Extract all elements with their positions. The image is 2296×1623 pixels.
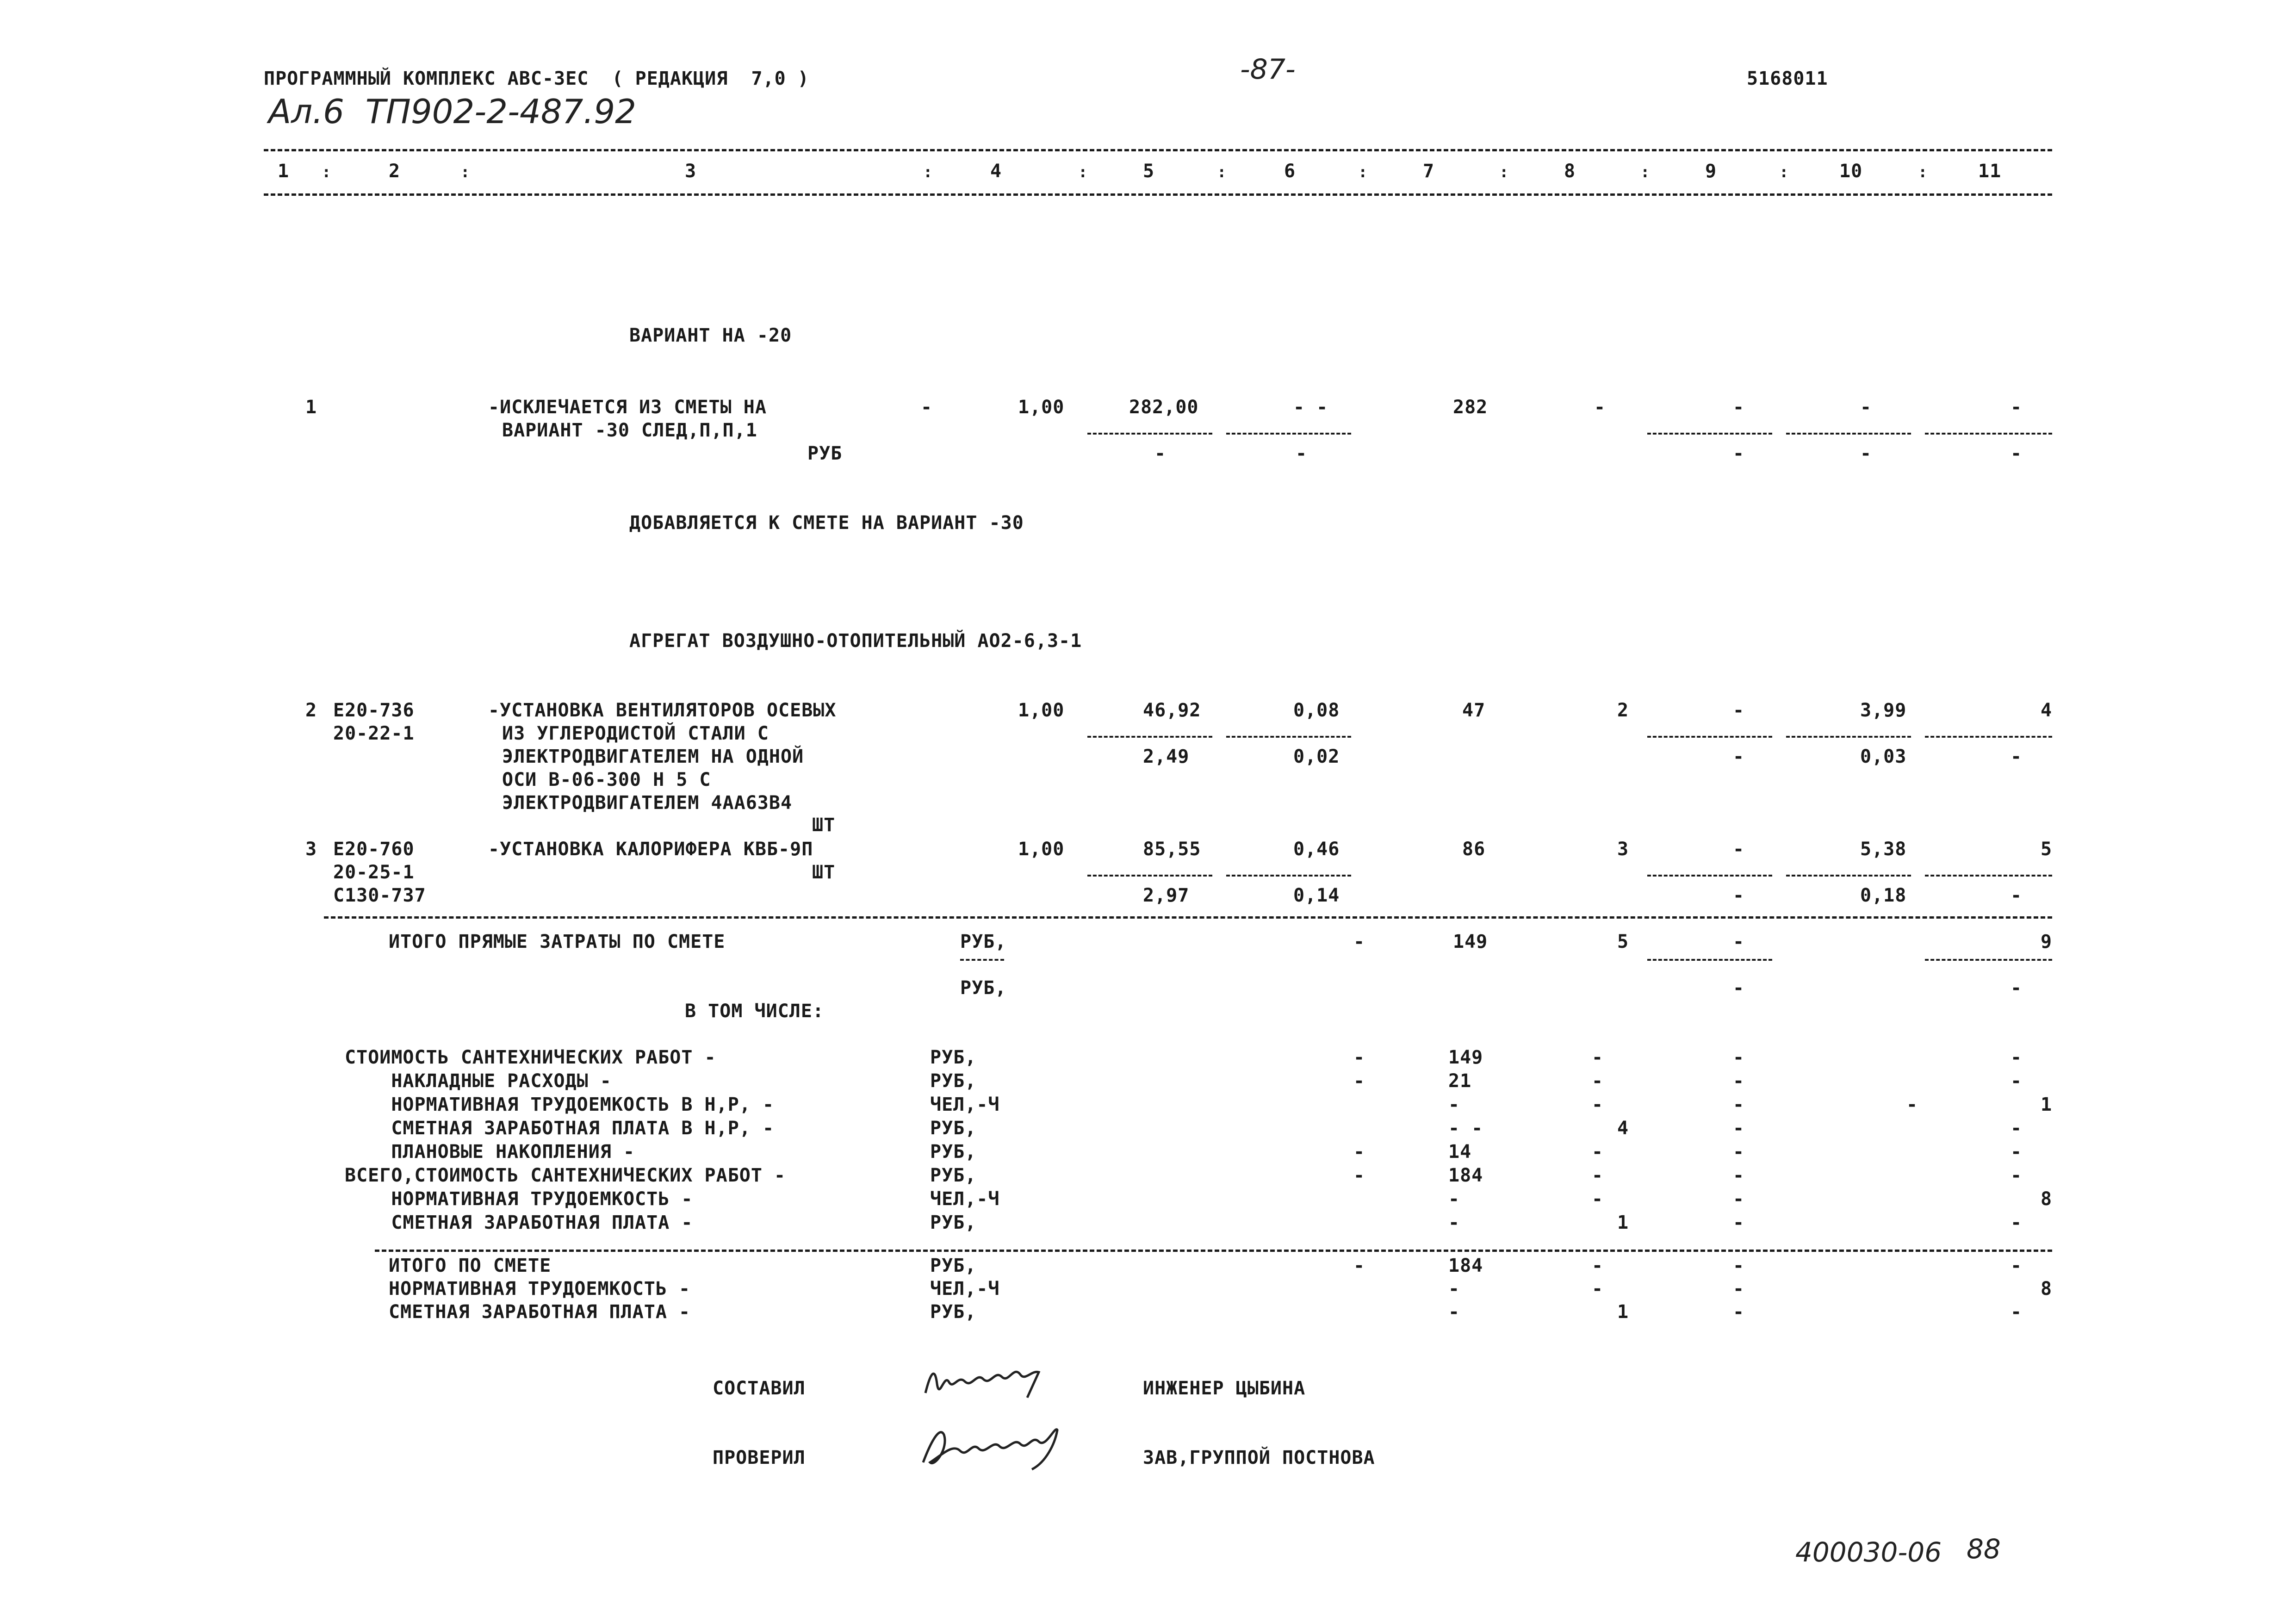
cell-c5: 46,92	[1143, 700, 1201, 721]
breakdown-cell-c9: -	[1733, 1070, 1745, 1092]
sheet-number: 88	[1967, 1533, 2001, 1565]
column-separator: :	[1358, 163, 1368, 181]
breakdown-cell-c8: -	[1592, 1188, 1604, 1210]
cell-s6: 0,14	[1293, 885, 1340, 906]
breakdown-unit: РУБ,	[930, 1118, 977, 1139]
final-cell-c11: 8	[2041, 1278, 2053, 1300]
cell-rule	[1226, 875, 1351, 877]
column-number: 4	[990, 161, 1002, 182]
cell-c11: -	[2011, 397, 2023, 418]
table-top-rule	[264, 149, 2052, 151]
column-number: 6	[1284, 161, 1296, 182]
row-description: -ИСКЛЕЧАЕТСЯ ИЗ СМЕТЫ НА	[488, 397, 767, 418]
cell-rule	[960, 959, 1004, 961]
row-unit: РУБ	[807, 443, 843, 464]
cell-c9: -	[1733, 397, 1745, 418]
breakdown-unit: РУБ,	[930, 1141, 977, 1163]
final-cell-c8: 1	[1617, 1301, 1629, 1323]
cell-rule	[1087, 736, 1212, 738]
row-unit: ШТ	[812, 815, 836, 836]
breakdown-cell-c7: 184	[1448, 1165, 1483, 1186]
cell-s9: -	[1733, 746, 1745, 767]
row-description: ОСИ В-06-300 Н 5 С	[502, 769, 711, 790]
final-label: ИТОГО ПО СМЕТЕ	[389, 1255, 552, 1276]
column-separator: :	[460, 163, 470, 181]
cell-c10: 5,38	[1860, 839, 1907, 860]
cell-rule	[1647, 736, 1772, 738]
cell-s11: -	[2011, 443, 2023, 464]
breakdown-unit: РУБ,	[930, 1212, 977, 1233]
page-number: -87-	[1240, 53, 1296, 86]
breakdown-label: ВСЕГО,СТОИМОСТЬ САНТЕХНИЧЕСКИХ РАБОТ -	[345, 1165, 786, 1186]
breakdown-cell-c9: -	[1733, 1094, 1745, 1115]
row-code: Е20-760	[333, 839, 415, 860]
breakdown-cell-c11: -	[2011, 1047, 2023, 1068]
row-description: -УСТАНОВКА КАЛОРИФЕРА КВБ-9П	[488, 839, 813, 860]
cell-c11: 5	[2041, 839, 2053, 860]
breakdown-unit: РУБ,	[930, 1165, 977, 1186]
cell-c9: -	[1733, 839, 1745, 860]
cell-c4: -	[921, 397, 933, 418]
breakdown-cell-c6: -	[1353, 1165, 1365, 1186]
final-cell-c9: -	[1733, 1255, 1745, 1276]
column-number: 10	[1839, 161, 1863, 182]
cell-c6: 0,46	[1293, 839, 1340, 860]
cell-rule	[1226, 433, 1351, 435]
cell-rule	[1647, 875, 1772, 877]
document-code: 5168011	[1747, 68, 1828, 89]
breakdown-cell-c8: 4	[1617, 1118, 1629, 1139]
cell-rule	[1925, 959, 2052, 961]
cell-c6: 0,08	[1293, 700, 1340, 721]
cell-qty: 1,00	[1018, 839, 1065, 860]
final-cell-c7: -	[1448, 1301, 1460, 1323]
breakdown-cell-c11: 8	[2041, 1188, 2053, 1210]
breakdown-cell-c11: -	[2011, 1070, 2023, 1092]
cell-s6: 0,02	[1293, 746, 1340, 767]
breakdown-cell-c8: -	[1592, 1165, 1604, 1186]
cell-c5: 85,55	[1143, 839, 1201, 860]
section-title: ВАРИАНТ НА -20	[629, 325, 792, 346]
cell-rule	[1786, 875, 1911, 877]
breakdown-unit: ЧЕЛ,-Ч	[930, 1094, 1000, 1115]
final-rule	[375, 1250, 2052, 1252]
row-description: ИЗ УГЛЕРОДИСТОЙ СТАЛИ С	[502, 723, 769, 744]
cell-s11: -	[2011, 885, 2023, 906]
row-description: ЭЛЕКТРОДВИГАТЕЛЕМ НА ОДНОЙ	[502, 746, 804, 767]
column-number: 11	[1978, 161, 2002, 182]
final-unit: РУБ,	[930, 1301, 977, 1323]
breakdown-cell-c8: -	[1592, 1047, 1604, 1068]
row-description: ЭЛЕКТРОДВИГАТЕЛЕМ 4АА63В4	[502, 792, 793, 814]
breakdown-cell-c11: -	[2011, 1165, 2023, 1186]
final-label: НОРМАТИВНАЯ ТРУДОЕМКОСТЬ -	[389, 1278, 691, 1300]
cell-c9: -	[1733, 700, 1745, 721]
row-number: 2	[305, 700, 317, 721]
cell-c7: 86	[1462, 839, 1486, 860]
breakdown-cell-c6: -	[1353, 1141, 1365, 1163]
cell-rule	[1647, 433, 1772, 435]
cell-s5: -	[1154, 443, 1167, 464]
breakdown-cell-c9: -	[1733, 1212, 1745, 1233]
column-number: 2	[389, 161, 401, 182]
cell-qty: 1,00	[1018, 700, 1065, 721]
cell-c5: 282,00	[1129, 397, 1199, 418]
breakdown-label: СМЕТНАЯ ЗАРАБОТНАЯ ПЛАТА -	[345, 1212, 693, 1233]
row-number: 1	[305, 397, 317, 418]
cell-s5: 2,97	[1143, 885, 1190, 906]
cell-rule	[1226, 736, 1351, 738]
breakdown-cell-c6: -	[1353, 1070, 1365, 1092]
breakdown-cell-c7: -	[1448, 1212, 1460, 1233]
breakdown-cell-c7: 149	[1448, 1047, 1483, 1068]
handwritten-project-ref: Ал.6 ТП902-2-487.92	[268, 92, 636, 131]
cell-c9: -	[1733, 931, 1745, 952]
cell-s10: 0,03	[1860, 746, 1907, 767]
breakdown-cell-c7: -	[1448, 1188, 1460, 1210]
cell-c10: 3,99	[1860, 700, 1907, 721]
column-separator: :	[1499, 163, 1509, 181]
breakdown-cell-c11: 1	[2041, 1094, 2053, 1115]
column-separator: :	[1078, 163, 1088, 181]
breakdown-cell-c8: -	[1592, 1070, 1604, 1092]
row-description: -УСТАНОВКА ВЕНТИЛЯТОРОВ ОСЕВЫХ	[488, 700, 837, 721]
breakdown-cell-c11: -	[2011, 1118, 2023, 1139]
breakdown-unit: РУБ,	[930, 1070, 977, 1092]
checked-label: ПРОВЕРИЛ	[713, 1447, 806, 1468]
totals-rule	[324, 916, 2052, 919]
cell-rule	[1925, 736, 2052, 738]
cell-rule	[1786, 736, 1911, 738]
breakdown-cell-c9: -	[1733, 1047, 1745, 1068]
final-cell-c9: -	[1733, 1278, 1745, 1300]
column-separator: :	[1640, 163, 1650, 181]
cell-s9: -	[1733, 977, 1745, 999]
final-unit: ЧЕЛ,-Ч	[930, 1278, 1000, 1300]
table-header-bottom-rule	[264, 193, 2052, 196]
cell-c7: 149	[1453, 931, 1488, 952]
final-cell-c6: -	[1353, 1255, 1365, 1276]
breakdown-cell-c8: -	[1592, 1094, 1604, 1115]
breakdown-cell-c11: -	[2011, 1141, 2023, 1163]
column-separator: :	[1779, 163, 1789, 181]
breakdown-unit: ЧЕЛ,-Ч	[930, 1188, 1000, 1210]
breakdown-cell-c9: -	[1733, 1141, 1745, 1163]
cell-c7: 47	[1462, 700, 1486, 721]
cell-rule	[1786, 433, 1911, 435]
row-code: 20-25-1	[333, 862, 415, 883]
cell-c8: 2	[1617, 700, 1629, 721]
breakdown-cell-c8: -	[1592, 1141, 1604, 1163]
column-number: 7	[1423, 161, 1435, 182]
column-separator: :	[322, 163, 331, 181]
row-unit: ШТ	[812, 862, 836, 883]
cell-s10: 0,18	[1860, 885, 1907, 906]
cell-c8: 5	[1617, 931, 1629, 952]
breakdown-cell-c8: 1	[1617, 1212, 1629, 1233]
column-number: 1	[278, 161, 290, 182]
compiled-label: СОСТАВИЛ	[713, 1378, 806, 1399]
totals-label: ИТОГО ПРЯМЫЕ ЗАТРАТЫ ПО СМЕТЕ	[389, 931, 726, 952]
row-code: 20-22-1	[333, 723, 415, 744]
breakdown-cell-c7: - -	[1448, 1118, 1483, 1139]
signature-checked	[916, 1416, 1083, 1476]
section-note: ДОБАВЛЯЕТСЯ К СМЕТЕ НА ВАРИАНТ -30	[629, 512, 1024, 534]
cell-rule	[1087, 433, 1212, 435]
cell-c7: 282	[1453, 397, 1488, 418]
final-cell-c8: -	[1592, 1278, 1604, 1300]
cell-c8: 3	[1617, 839, 1629, 860]
breakdown-cell-c10: -	[1906, 1094, 1918, 1115]
breakdown-cell-c9: -	[1733, 1188, 1745, 1210]
cell-c11: 9	[2041, 931, 2053, 952]
column-separator: :	[1217, 163, 1227, 181]
column-number: 3	[685, 161, 697, 182]
program-header: ПРОГРАММНЫЙ КОМПЛЕКС АВС-ЗЕС ( РЕДАКЦИЯ 7,0 )	[264, 68, 809, 89]
archive-number: 400030-06	[1795, 1536, 1942, 1568]
cell-rule	[1925, 433, 2052, 435]
totals-unit: РУБ,	[960, 931, 1007, 952]
final-cell-c7: -	[1448, 1278, 1460, 1300]
cell-c11: 4	[2041, 700, 2053, 721]
cell-s9: -	[1733, 885, 1745, 906]
breakdown-cell-c7: 14	[1448, 1141, 1472, 1163]
breakdown-label: ПЛАНОВЫЕ НАКОПЛЕНИЯ -	[345, 1141, 635, 1163]
breakdown-cell-c6: -	[1353, 1047, 1365, 1068]
cell-rule	[1925, 875, 2052, 877]
column-number: 8	[1564, 161, 1576, 182]
column-number: 9	[1705, 161, 1717, 182]
breakdown-label: СМЕТНАЯ ЗАРАБОТНАЯ ПЛАТА В Н,Р, -	[345, 1118, 775, 1139]
section-title: АГРЕГАТ ВОЗДУШНО-ОТОПИТЕЛЬНЫЙ АО2-6,3-1	[629, 630, 1082, 652]
row-number: 3	[305, 839, 317, 860]
breakdown-label: СТОИМОСТЬ САНТЕХНИЧЕСКИХ РАБОТ -	[345, 1047, 716, 1068]
breakdown-cell-c9: -	[1733, 1165, 1745, 1186]
breakdown-label: НОРМАТИВНАЯ ТРУДОЕМКОСТЬ -	[345, 1188, 693, 1210]
breakdown-cell-c11: -	[2011, 1212, 2023, 1233]
row-description: ВАРИАНТ -30 СЛЕД,П,П,1	[502, 420, 757, 441]
breakdown-label: НАКЛАДНЫЕ РАСХОДЫ -	[345, 1070, 612, 1092]
column-separator: :	[1918, 163, 1928, 181]
cell-s10: -	[1860, 443, 1872, 464]
compiled-by: ИНЖЕНЕР ЦЫБИНА	[1143, 1378, 1306, 1399]
cell-s6: -	[1296, 443, 1308, 464]
final-cell-c11: -	[2011, 1255, 2023, 1276]
breakdown-label: НОРМАТИВНАЯ ТРУДОЕМКОСТЬ В Н,Р, -	[345, 1094, 775, 1115]
final-cell-c7: 184	[1448, 1255, 1483, 1276]
final-unit: РУБ,	[930, 1255, 977, 1276]
final-cell-c9: -	[1733, 1301, 1745, 1323]
signature-compiled	[921, 1356, 1060, 1407]
cell-c6: -	[1353, 931, 1365, 952]
final-cell-c8: -	[1592, 1255, 1604, 1276]
breakdown-cell-c7: -	[1448, 1094, 1460, 1115]
cell-s11: -	[2011, 746, 2023, 767]
column-number: 5	[1143, 161, 1155, 182]
column-separator: :	[923, 163, 933, 181]
breakdown-cell-c7: 21	[1448, 1070, 1472, 1092]
totals-unit: РУБ,	[960, 977, 1007, 999]
checked-by: ЗАВ,ГРУППОЙ ПОСТНОВА	[1143, 1447, 1375, 1468]
row-code: С130-737	[333, 885, 426, 906]
cell-s11: -	[2011, 977, 2023, 999]
cell-rule	[1087, 875, 1212, 877]
breakdown-unit: РУБ,	[930, 1047, 977, 1068]
including-label: В ТОМ ЧИСЛЕ:	[685, 1001, 824, 1022]
final-cell-c11: -	[2011, 1301, 2023, 1323]
row-code: Е20-736	[333, 700, 415, 721]
cell-s9: -	[1733, 443, 1745, 464]
cell-c8: -	[1594, 397, 1606, 418]
cell-c6: - -	[1293, 397, 1328, 418]
cell-qty: 1,00	[1018, 397, 1065, 418]
breakdown-cell-c9: -	[1733, 1118, 1745, 1139]
cell-s5: 2,49	[1143, 746, 1190, 767]
cell-rule	[1647, 959, 1772, 961]
final-label: СМЕТНАЯ ЗАРАБОТНАЯ ПЛАТА -	[389, 1301, 691, 1323]
cell-c10: -	[1860, 397, 1872, 418]
